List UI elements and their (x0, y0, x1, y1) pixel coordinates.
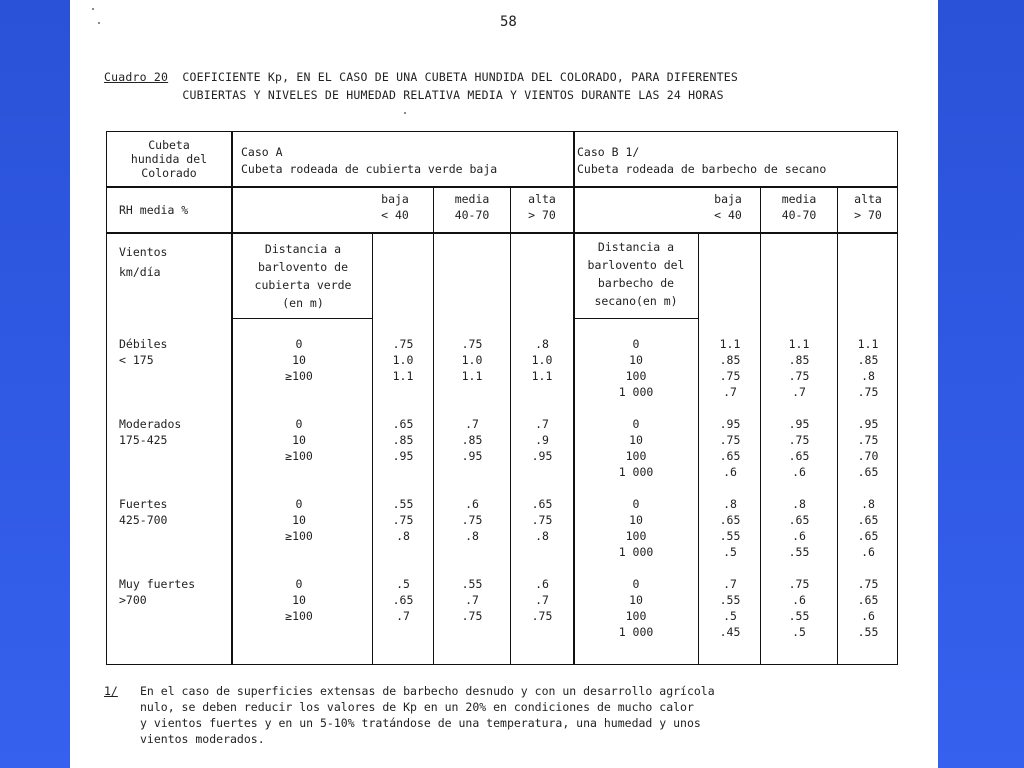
g4-b-media: .75 .6 .55 .5 (788, 577, 810, 639)
winds-label: Vientos km/día (119, 245, 168, 279)
rule-rh-bottom (107, 232, 897, 234)
coefficient-table (106, 131, 898, 665)
caption-label: Cuadro 20 (104, 70, 169, 84)
g1-a-media: .75 1.0 1.1 (461, 337, 483, 383)
g4-b-alta: .75 .65 .6 .55 (857, 577, 879, 639)
g3-a-dist: 0 10 ≥100 (285, 497, 313, 543)
footnote-text: En el caso de superficies extensas de barbecho desnudo y con un desarrollo agrícola nulo, se deben reducir los valores de Kp en un 20% en condiciones de mucho calor y vientos fuertes y en un 5-10% tratándose de una temperatura, una humedad y unos vientos moderados. (140, 684, 715, 746)
case-b-rh-media: media 40-70 (781, 192, 817, 222)
g3-a-alta: .65 .75 .8 (531, 497, 553, 543)
g4-b-dist: 0 10 100 1 000 (618, 577, 654, 639)
right-blue-margin (938, 0, 1024, 768)
g1-b-media: 1.1 .85 .75 .7 (788, 337, 810, 399)
case-b-rh-alta: alta > 70 (854, 192, 882, 222)
g3-b-media: .8 .65 .6 .55 (788, 497, 810, 559)
g3-b-dist: 0 10 100 1 000 (618, 497, 654, 559)
rule-col-1 (231, 132, 233, 664)
g2-b-baja: .95 .75 .65 .6 (719, 417, 741, 479)
g2-a-alta: .7 .9 .95 (531, 417, 553, 463)
caption-line-1: COEFICIENTE Kp, EN EL CASO DE UNA CUBETA HUNDIDA DEL COLORADO, PARA DIFERENTES (182, 70, 739, 84)
g1-a-alta: .8 1.0 1.1 (531, 337, 553, 383)
g1-a-dist: 0 10 ≥100 (285, 337, 313, 383)
g1-a-baja: .75 1.0 1.1 (392, 337, 414, 383)
g2-a-media: .7 .85 .95 (461, 417, 483, 463)
g3-b-alta: .8 .65 .65 .6 (857, 497, 879, 559)
wind-class-2: Moderados 175-425 (119, 417, 182, 447)
case-a-rh-alta: alta > 70 (528, 192, 556, 222)
g4-a-media: .55 .7 .75 (461, 577, 483, 623)
table-caption (104, 68, 738, 104)
footnote (104, 683, 118, 699)
g3-a-media: .6 .75 .8 (461, 497, 483, 543)
case-a-rh-baja: baja < 40 (381, 192, 409, 222)
footnote-marker: 1/ (104, 684, 118, 698)
case-a-rh-media: media 40-70 (454, 192, 490, 222)
g2-b-media: .95 .75 .65 .6 (788, 417, 810, 479)
rule-case-b-distance-bottom (575, 318, 699, 319)
scanned-page (70, 0, 938, 768)
left-blue-margin (0, 0, 70, 768)
case-a-title: Caso A Cubeta rodeada de cubierta verde baja (241, 145, 498, 176)
scan-speck (404, 112, 406, 114)
g2-a-dist: 0 10 ≥100 (285, 417, 313, 463)
g1-b-dist: 0 10 100 1 000 (618, 337, 654, 399)
corner-label: Cubeta hundida del Colorado (130, 138, 208, 180)
scan-speck (92, 8, 94, 10)
g2-b-alta: .95 .75 .70 .65 (857, 417, 879, 479)
g4-a-dist: 0 10 ≥100 (285, 577, 313, 623)
g2-a-baja: .65 .85 .95 (392, 417, 414, 463)
g1-b-alta: 1.1 .85 .8 .75 (857, 337, 879, 399)
g3-a-baja: .55 .75 .8 (392, 497, 414, 543)
rule-case-a-distance-bottom (233, 318, 373, 319)
g4-a-baja: .5 .65 .7 (392, 577, 414, 623)
g3-b-baja: .8 .65 .55 .5 (719, 497, 741, 559)
g4-a-alta: .6 .7 .75 (531, 577, 553, 623)
rh-label: RH media % (119, 203, 189, 217)
case-b-title: Caso B 1/ Cubeta rodeada de barbecho de secano (577, 145, 827, 176)
wind-class-1: Débiles < 175 (119, 337, 168, 367)
case-b-distance-label: Distancia a barlovento del barbecho de secano(en m) (587, 240, 685, 308)
g1-b-baja: 1.1 .85 .75 .7 (719, 337, 741, 399)
wind-class-3: Fuertes 425-700 (119, 497, 168, 527)
rule-header-bottom (107, 186, 897, 188)
page-number: 58 (500, 14, 517, 30)
scan-speck (98, 22, 100, 24)
case-b-rh-baja: baja < 40 (714, 192, 742, 222)
caption-line-2: CUBIERTAS Y NIVELES DE HUMEDAD RELATIVA MEDIA Y VIENTOS DURANTE LAS 24 HORAS (182, 88, 724, 102)
wind-class-4: Muy fuertes >700 (119, 577, 196, 607)
g2-b-dist: 0 10 100 1 000 (618, 417, 654, 479)
case-a-distance-label: Distancia a barlovento de cubierta verde (en m) (254, 242, 352, 310)
g4-b-baja: .7 .55 .5 .45 (719, 577, 741, 639)
